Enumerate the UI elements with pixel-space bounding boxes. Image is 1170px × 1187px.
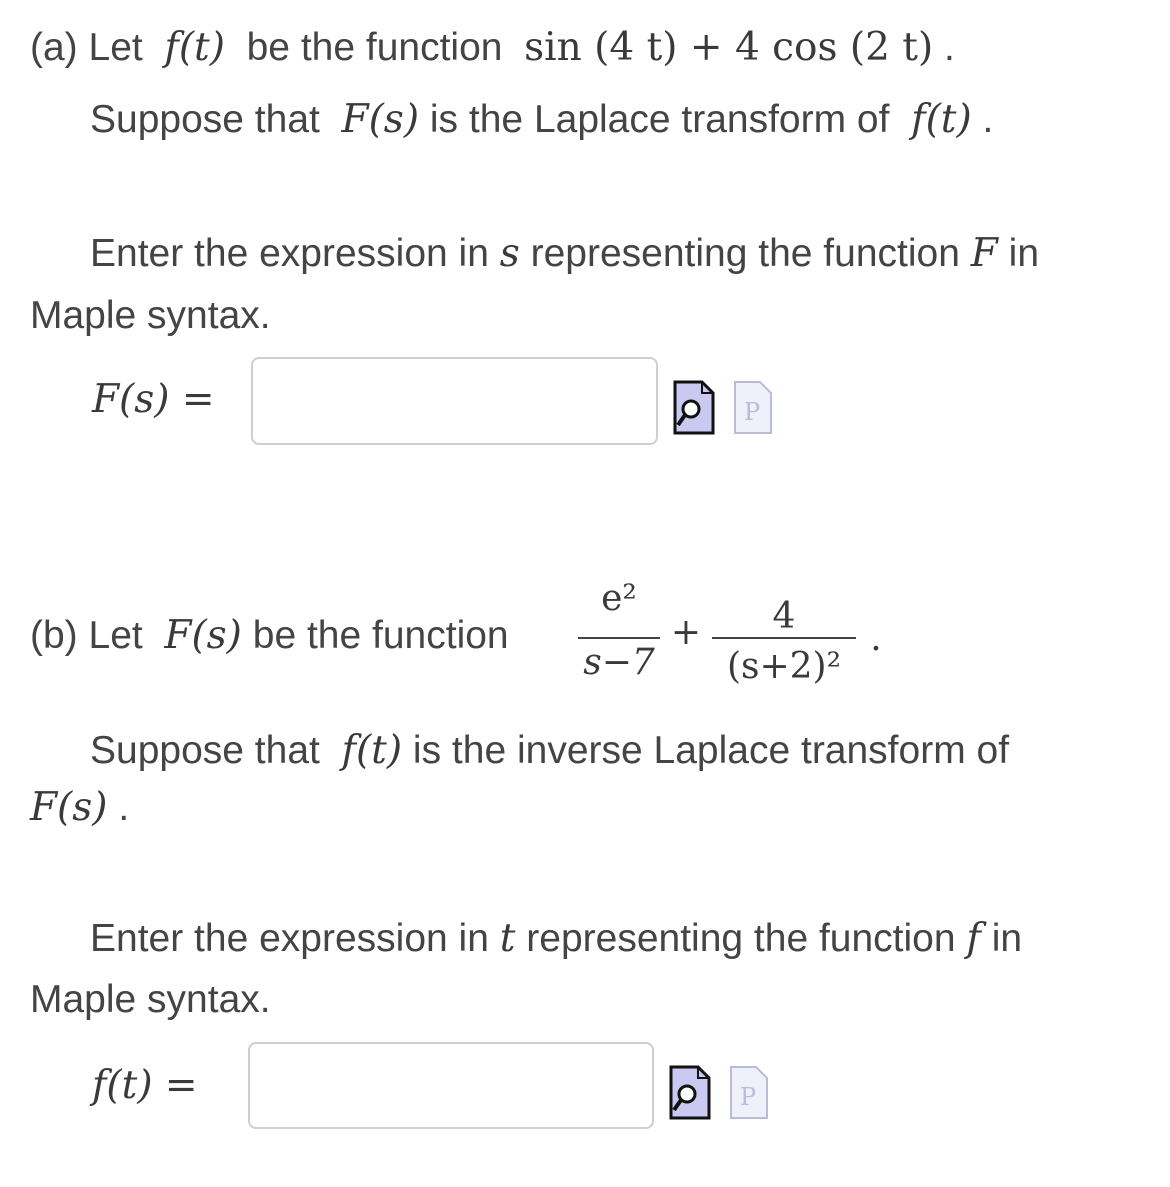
part-b-intro: (b) Let F(s) be the function — [30, 613, 509, 658]
math-f-of-t: f(t) — [911, 97, 972, 142]
maple-p-icon[interactable] — [729, 1065, 769, 1120]
math-f-of-t: f(t) — [341, 728, 403, 773]
answer-b-input[interactable] — [248, 1042, 654, 1129]
part-b-suppose: Suppose that f(t) is the inverse Laplace transform of — [90, 728, 1010, 773]
part-a-suppose: Suppose that F(s) is the Laplace transform of f(t) . — [90, 97, 994, 142]
part-a-enter-instruction: Enter the expression in s representing the function F in — [90, 231, 1040, 276]
math-F-of-s: F(s) — [164, 613, 242, 658]
svg-text:P: P — [740, 1083, 757, 1111]
svg-text:P: P — [744, 398, 761, 426]
fraction-1-numerator: e² — [601, 578, 637, 619]
answer-a-label: F(s) = — [92, 377, 215, 422]
answer-a-input[interactable] — [251, 357, 658, 445]
math-F-of-s: F(s) — [30, 785, 108, 830]
fraction-2-numerator: 4 — [772, 596, 796, 637]
expression-period: . — [870, 618, 882, 659]
plus-sign: + — [670, 612, 702, 653]
part-b-suppose-cont: F(s) . — [30, 785, 130, 830]
part-a-intro: (a) Let f(t) be the function sin (4 t) + 4 cos (2 t) . — [30, 25, 955, 70]
fraction-1-bar — [578, 637, 660, 639]
fraction-2-denominator: (s+2)² — [726, 646, 842, 687]
math-f-of-t: f(t) — [164, 25, 225, 70]
part-b-enter-instruction: Enter the expression in t representing the function f in — [90, 916, 1023, 961]
math-F-of-s: F(s) — [341, 97, 420, 142]
answer-b-label: f(t) = — [92, 1063, 198, 1108]
math-function-expression: sin (4 t) + 4 cos (2 t) — [524, 25, 934, 70]
fraction-1-denominator: s−7 — [583, 642, 655, 683]
preview-magnifier-icon[interactable] — [669, 1065, 711, 1120]
part-b-maple-syntax: Maple syntax. — [30, 978, 271, 1021]
maple-p-icon[interactable] — [733, 380, 773, 435]
fraction-2-bar — [712, 637, 856, 639]
part-a-maple-syntax: Maple syntax. — [30, 294, 271, 337]
preview-magnifier-icon[interactable] — [673, 380, 715, 435]
